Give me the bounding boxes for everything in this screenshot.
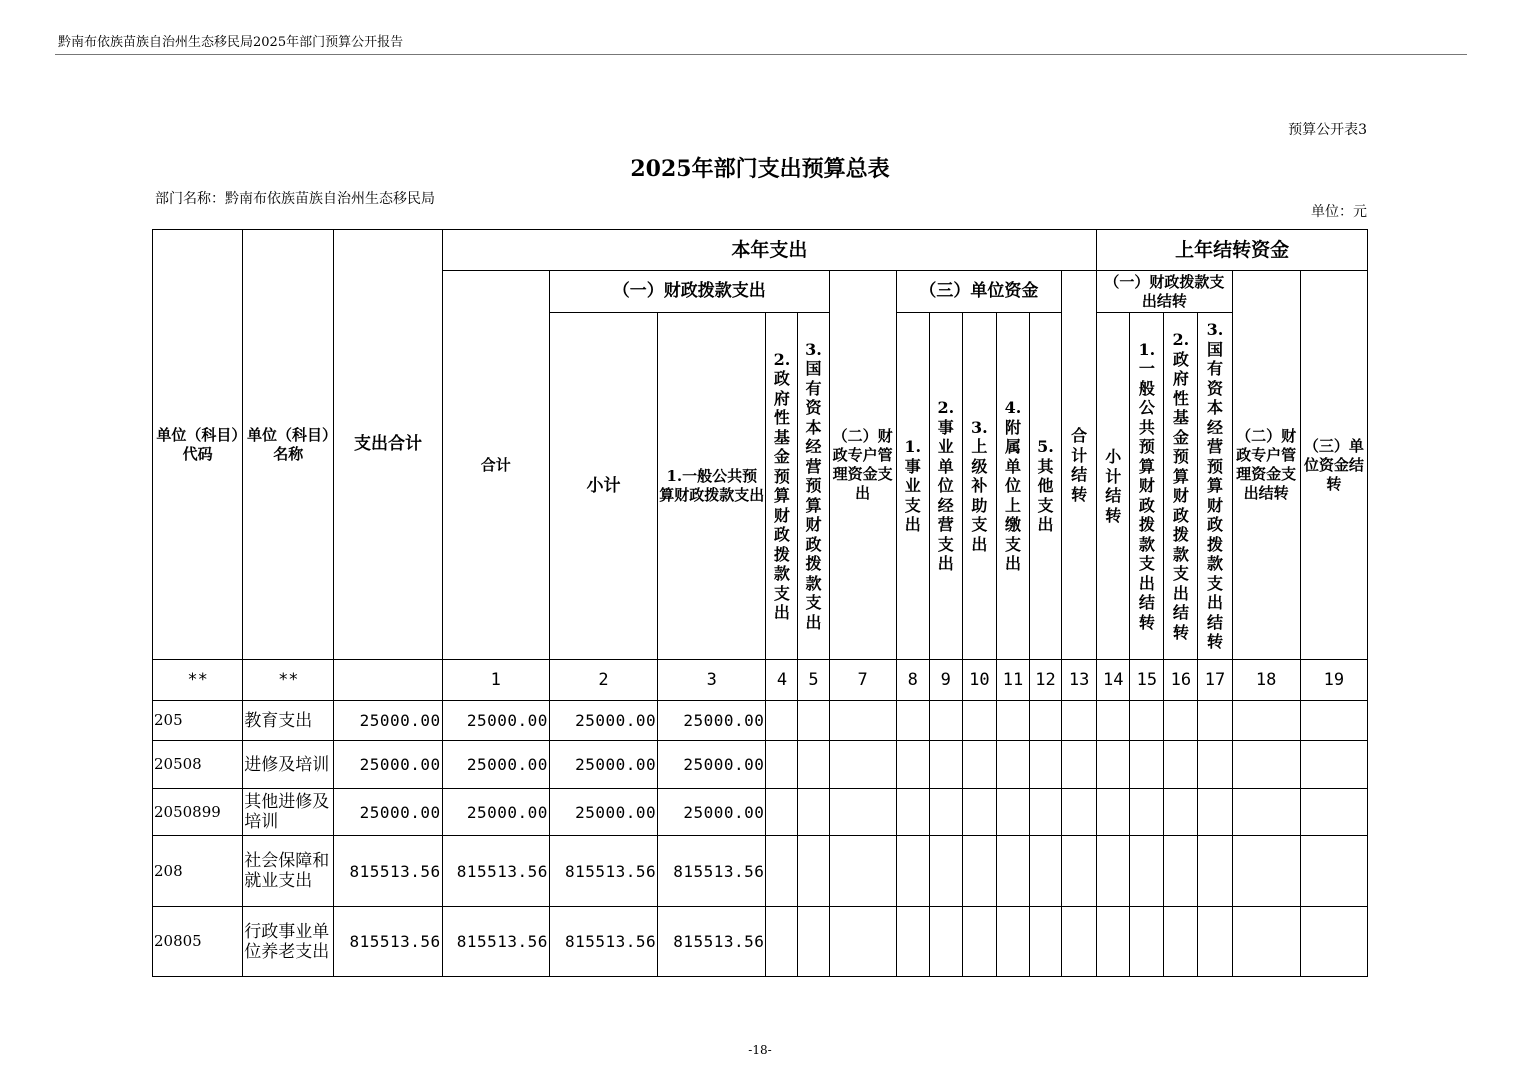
col-affiliated-header: 4.附属单位上缴支出 (996, 313, 1029, 660)
row-general: 25000.00 (658, 701, 766, 741)
current-year-header: 本年支出 (442, 230, 1097, 271)
index-cell: ** (243, 660, 334, 701)
row-general: 815513.56 (658, 907, 766, 977)
row-sum: 25000.00 (442, 741, 549, 789)
col-special-account-header: （二）财政专户管理资金支出 (829, 271, 896, 660)
col-carry-general-header: 1.一般公共预算财政拨款支出结转 (1130, 313, 1164, 660)
row-code: 205 (153, 701, 243, 741)
row-code: 20805 (153, 907, 243, 977)
col-subsidy-header: 3.上级补助支出 (962, 313, 996, 660)
header-divider (55, 54, 1467, 55)
table-row (153, 836, 1368, 907)
table-row (153, 789, 1368, 836)
col-name-header: 单位（科目）名称 (243, 230, 334, 660)
col-general-public-header: 1.一般公共预算财政拨款支出 (658, 313, 766, 660)
row-code: 2050899 (153, 789, 243, 836)
index-cell: 5 (798, 660, 829, 701)
col-state-capital-header: 3.国有资本经营预算财政拨款支出 (798, 313, 829, 660)
unit-label: 单位：元 (1311, 204, 1367, 220)
index-cell: 17 (1198, 660, 1232, 701)
index-cell: 10 (962, 660, 996, 701)
col-carry-total-header: 合计结转 (1062, 271, 1097, 660)
index-cell: 4 (766, 660, 798, 701)
page-title: 2025年部门支出预算总表 (630, 156, 890, 182)
row-name: 教育支出 (243, 701, 334, 741)
index-cell: ** (153, 660, 243, 701)
index-cell: 2 (549, 660, 657, 701)
row-sum: 25000.00 (442, 789, 549, 836)
row-code: 20508 (153, 741, 243, 789)
col-other-header: 5.其他支出 (1030, 313, 1062, 660)
col-carry-state-capital-header: 3.国有资本经营预算财政拨款支出结转 (1198, 313, 1232, 660)
index-cell: 18 (1232, 660, 1300, 701)
col-carry-unit-header: （三）单位资金结转 (1300, 271, 1367, 660)
index-cell: 7 (829, 660, 896, 701)
table-row (153, 701, 1368, 741)
col-carry-special-header: （二）财政专户管理资金支出结转 (1232, 271, 1300, 660)
row-general: 25000.00 (658, 789, 766, 836)
col-operating-header: 2.事业单位经营支出 (929, 313, 962, 660)
unit-funds-group-header: （三）单位资金 (896, 271, 1061, 313)
row-total: 25000.00 (334, 701, 442, 741)
index-cell: 13 (1062, 660, 1097, 701)
row-sum: 815513.56 (442, 907, 549, 977)
index-cell: 19 (1300, 660, 1367, 701)
index-cell: 8 (896, 660, 929, 701)
index-cell: 14 (1097, 660, 1130, 701)
col-business-header: 1.事业支出 (896, 313, 929, 660)
index-cell: 1 (442, 660, 549, 701)
col-gov-fund-header: 2.政府性基金预算财政拨款支出 (766, 313, 798, 660)
table-row (153, 741, 1368, 789)
row-subtotal: 815513.56 (549, 836, 657, 907)
index-row (153, 660, 1368, 701)
row-total: 815513.56 (334, 836, 442, 907)
row-total: 25000.00 (334, 741, 442, 789)
index-cell: 11 (996, 660, 1029, 701)
col-carry-gov-fund-header: 2.政府性基金预算财政拨款支出结转 (1164, 313, 1198, 660)
row-sum: 25000.00 (442, 701, 549, 741)
row-subtotal: 25000.00 (549, 741, 657, 789)
index-cell: 16 (1164, 660, 1198, 701)
row-sum: 815513.56 (442, 836, 549, 907)
row-general: 815513.56 (658, 836, 766, 907)
col-code-header: 单位（科目）代码 (153, 230, 243, 660)
carry-fiscal-group-header: （一）财政拨款支出结转 (1097, 271, 1232, 313)
form-number: 预算公开表3 (1288, 122, 1367, 138)
col-total-header: 支出合计 (334, 230, 442, 660)
row-name: 其他进修及培训 (243, 789, 334, 836)
col-carry-subtotal-header: 小计结转 (1097, 313, 1130, 660)
index-cell: 15 (1130, 660, 1164, 701)
row-name: 社会保障和就业支出 (243, 836, 334, 907)
row-name: 进修及培训 (243, 741, 334, 789)
col-sum-header: 合计 (442, 271, 549, 660)
index-cell: 9 (929, 660, 962, 701)
row-name: 行政事业单位养老支出 (243, 907, 334, 977)
department-label: 部门名称：黔南布依族苗族自治州生态移民局 (155, 191, 435, 207)
report-header: 黔南布依族苗族自治州生态移民局2025年部门预算公开报告 (58, 35, 404, 50)
budget-table (152, 229, 1368, 977)
index-cell: 3 (658, 660, 766, 701)
table-row (153, 907, 1368, 977)
row-general: 25000.00 (658, 741, 766, 789)
row-total: 815513.56 (334, 907, 442, 977)
col-subtotal-header: 小计 (549, 313, 657, 660)
row-subtotal: 25000.00 (549, 789, 657, 836)
prior-year-header: 上年结转资金 (1097, 230, 1368, 271)
fiscal-group-header: （一）财政拨款支出 (549, 271, 829, 313)
row-subtotal: 25000.00 (549, 701, 657, 741)
index-cell (334, 660, 442, 701)
index-cell: 12 (1030, 660, 1062, 701)
row-code: 208 (153, 836, 243, 907)
row-total: 25000.00 (334, 789, 442, 836)
page-number: -18- (748, 1043, 772, 1057)
row-subtotal: 815513.56 (549, 907, 657, 977)
